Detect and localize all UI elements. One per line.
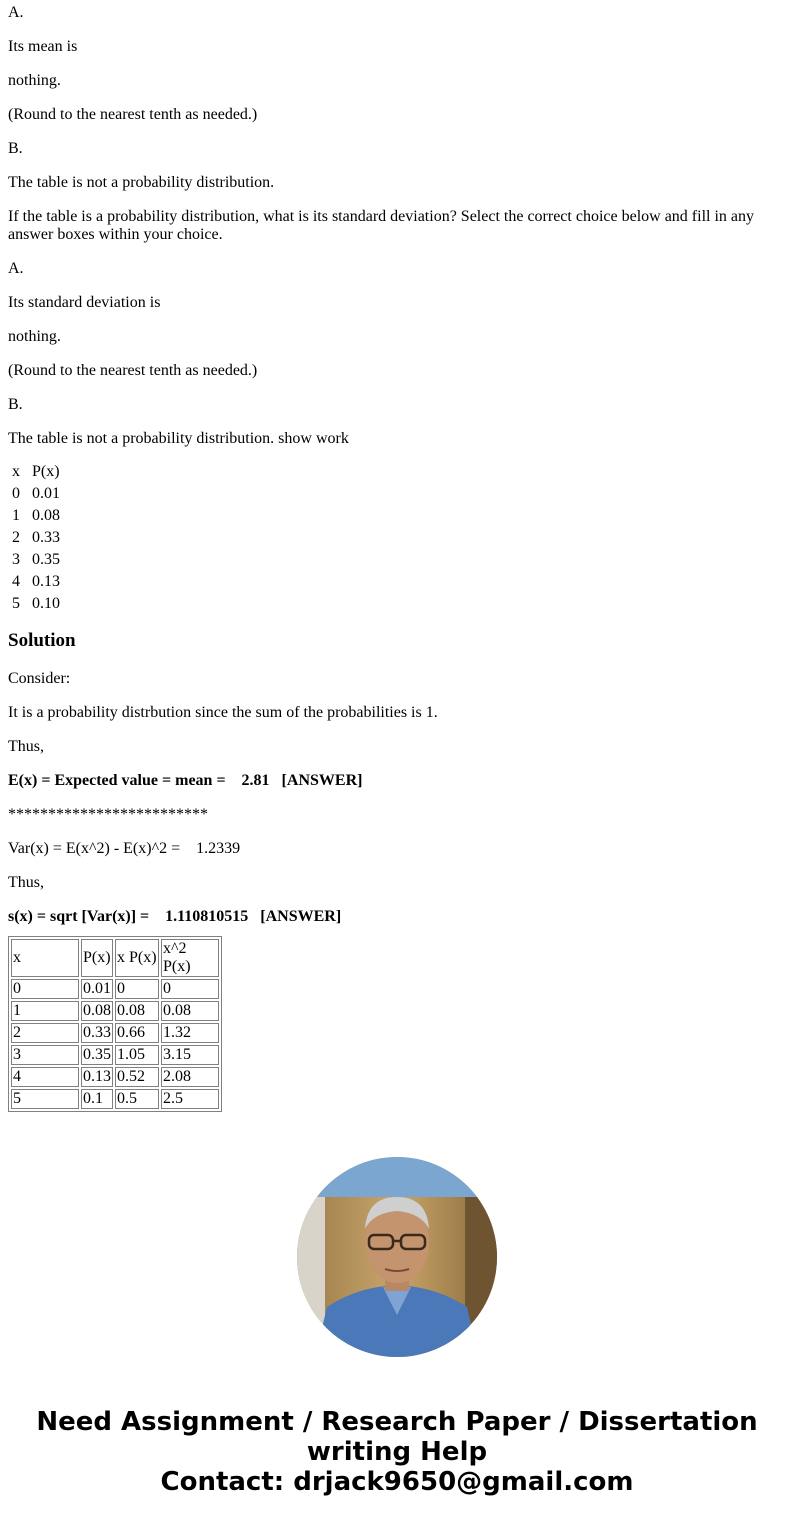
table-cell: 5 (11, 1089, 79, 1109)
table-cell: 0.01 (83, 980, 111, 997)
table-cell: 2.5 (161, 1089, 219, 1109)
table-cell: 0.33 (32, 529, 60, 546)
table-row (11, 1067, 219, 1087)
table-cell: 2 (12, 529, 20, 546)
author-photo (297, 1157, 497, 1357)
table-row (11, 1023, 219, 1043)
column-header: x (11, 939, 79, 977)
document-body (0, 4, 794, 1112)
table-cell: 4 (12, 573, 20, 590)
table-row (11, 1001, 219, 1021)
table-cell: 0.1 (81, 1089, 113, 1109)
mean-choice-a-label: A. (8, 4, 24, 21)
table-cell: 0.08 (161, 1001, 219, 1021)
table-row (10, 484, 68, 504)
column-header: x (12, 463, 20, 480)
table-row (10, 572, 68, 592)
table-cell: 0 (161, 979, 219, 999)
table-cell: 0.08 (115, 1001, 159, 1021)
table-cell: 1 (12, 507, 20, 524)
table-cell: 0.52 (115, 1067, 159, 1087)
sd-choice-b-label: B. (8, 396, 23, 413)
sd-question-prompt: If the table is a probability distribution, what is its standard deviation? Select the correct choice below and fill in any answer boxes within your choice. (8, 208, 755, 243)
table-row (11, 1089, 219, 1109)
table-row (11, 979, 219, 999)
table-header-row (11, 939, 219, 977)
table-cell: 0 (11, 979, 79, 999)
column-header: x P(x) (115, 939, 159, 977)
solution-consider: Consider: (8, 670, 71, 687)
sd-answer-line: s(x) = sqrt [Var(x)] = 1.110810515 [ANSWER] (8, 908, 342, 925)
mean-choice-b-label: B. (8, 140, 23, 157)
sd-choice-b-text: The table is not a probability distribution. show work (8, 430, 349, 447)
table-cell: 3 (12, 551, 20, 568)
mean-choice-a-note: (Round to the nearest tenth as needed.) (8, 106, 258, 123)
solution-thus-1: Thus, (8, 738, 44, 755)
table-row (10, 528, 68, 548)
solution-statement: It is a probability distrbution since the sum of the probabilities is 1. (8, 704, 438, 721)
table-row (10, 594, 68, 614)
column-header: P(x) (81, 939, 113, 977)
contact-banner (0, 1407, 794, 1497)
separator-line: ************************* (8, 806, 208, 823)
table-cell: 0.35 (32, 551, 60, 568)
table-row (11, 1045, 219, 1065)
sd-choice-a-label: A. (8, 260, 24, 277)
column-header: P(x) (32, 463, 60, 480)
table-cell: 5 (12, 595, 20, 612)
table-cell: 4 (11, 1067, 79, 1087)
banner-line-2: writing Help (306, 1437, 488, 1467)
table-cell: 1.05 (115, 1045, 159, 1065)
table-cell: 0.66 (115, 1023, 159, 1043)
table-cell: 0.08 (32, 507, 60, 524)
table-cell: 1 (11, 1001, 79, 1021)
table-cell: 3 (11, 1045, 79, 1065)
table-cell: 0.35 (83, 1046, 111, 1063)
variance-line: Var(x) = E(x^2) - E(x)^2 = 1.2339 (8, 840, 241, 857)
solution-heading: Solution (8, 630, 76, 651)
banner-line-1: Need Assignment / Research Paper / Dissertation (36, 1407, 758, 1437)
sd-choice-a-answer: nothing. (8, 328, 61, 345)
column-header: x^2 P(x) (161, 939, 219, 977)
mean-answer-line: E(x) = Expected value = mean = 2.81 [ANSWER] (8, 772, 363, 789)
author-portrait-image (297, 1157, 497, 1357)
table-cell: 0 (12, 485, 20, 502)
table-row (10, 550, 68, 570)
table-cell: 0.01 (32, 485, 60, 502)
table-cell: 0.5 (115, 1089, 159, 1109)
contact-email: Contact: drjack9650@gmail.com (160, 1467, 634, 1497)
table-cell: 0.08 (83, 1002, 111, 1019)
sd-choice-a-note: (Round to the nearest tenth as needed.) (8, 362, 258, 379)
table-cell: 0.13 (32, 573, 60, 590)
table-cell: 0.33 (83, 1024, 111, 1041)
table-cell: 2.08 (161, 1067, 219, 1087)
table-cell: 0.13 (83, 1068, 111, 1085)
mean-choice-a-text: Its mean is (8, 38, 78, 55)
table-cell: 0 (115, 979, 159, 999)
solution-thus-2: Thus, (8, 874, 44, 891)
given-distribution-table (8, 460, 70, 616)
table-cell: 3.15 (161, 1045, 219, 1065)
table-row (10, 506, 68, 526)
table-cell: 2 (11, 1023, 79, 1043)
work-table (8, 936, 222, 1112)
table-cell: 1.32 (161, 1023, 219, 1043)
table-header-row (10, 462, 68, 482)
sd-choice-a-text: Its standard deviation is (8, 294, 161, 311)
mean-choice-a-answer: nothing. (8, 72, 61, 89)
mean-choice-b-text: The table is not a probability distribution. (8, 174, 275, 191)
table-cell: 0.10 (32, 595, 60, 612)
